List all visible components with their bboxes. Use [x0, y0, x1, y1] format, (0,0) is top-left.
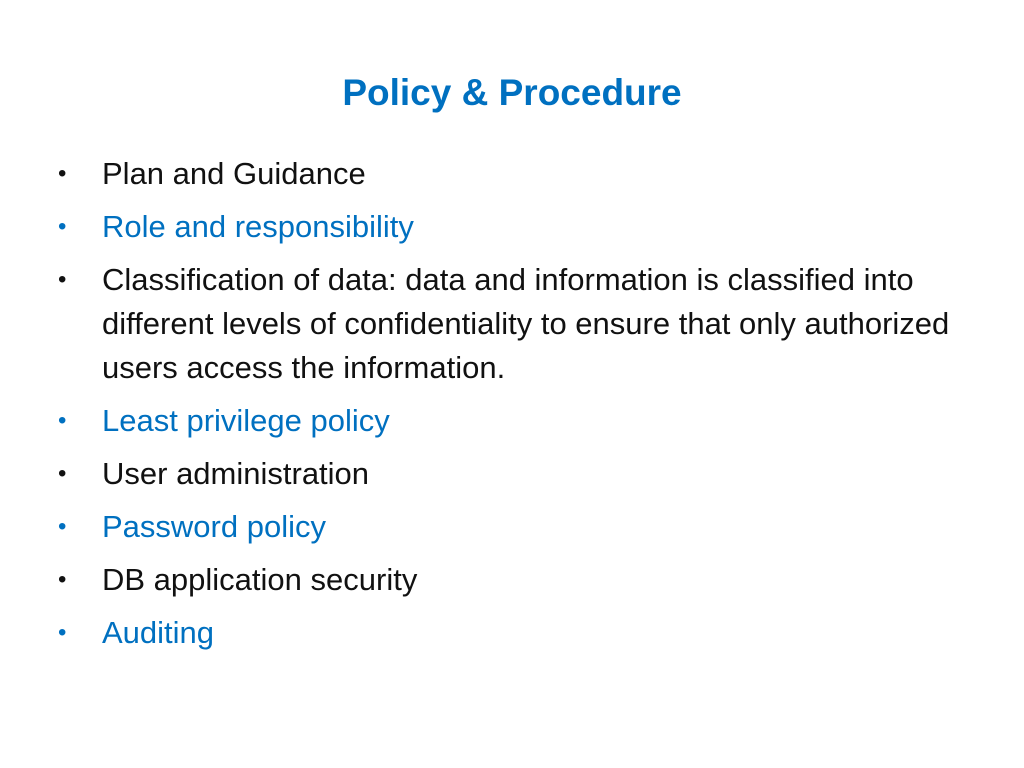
bullet-dot-icon: • [58, 266, 67, 293]
slide-title: Policy & Procedure [342, 72, 682, 113]
bullet-dot-icon: • [58, 566, 67, 593]
bullet-text: Classification of data: data and information is classified into different levels of confidentiality to ensure that only authorized users access the information. [102, 262, 950, 385]
bullet-dot-icon: • [58, 160, 67, 187]
bullet-item-classification-of-data [56, 258, 986, 390]
bullet-text: DB application security [102, 562, 418, 597]
bullet-item-password-policy [56, 505, 986, 549]
bullet-item-least-privilege-policy [56, 399, 986, 443]
bullet-dot-icon: • [58, 213, 67, 240]
bullet-text: User administration [102, 456, 370, 491]
bullet-item-role-and-responsibility [56, 205, 986, 249]
bullet-item-user-administration [56, 452, 986, 496]
bullet-dot-icon: • [58, 513, 67, 540]
bullet-dot-icon: • [58, 407, 67, 434]
bullet-text: Plan and Guidance [102, 156, 366, 191]
bullet-text: Role and responsibility [102, 209, 414, 244]
bullet-text: Password policy [102, 509, 326, 544]
bullet-text: Least privilege policy [102, 403, 390, 438]
bullet-item-db-application-security [56, 558, 986, 602]
bullet-dot-icon: • [58, 460, 67, 487]
bullet-dot-icon: • [58, 619, 67, 646]
bullet-item-auditing [56, 611, 986, 655]
bullet-text: Auditing [102, 615, 215, 650]
bullet-list [56, 152, 986, 664]
bullet-item-plan-and-guidance [56, 152, 986, 196]
